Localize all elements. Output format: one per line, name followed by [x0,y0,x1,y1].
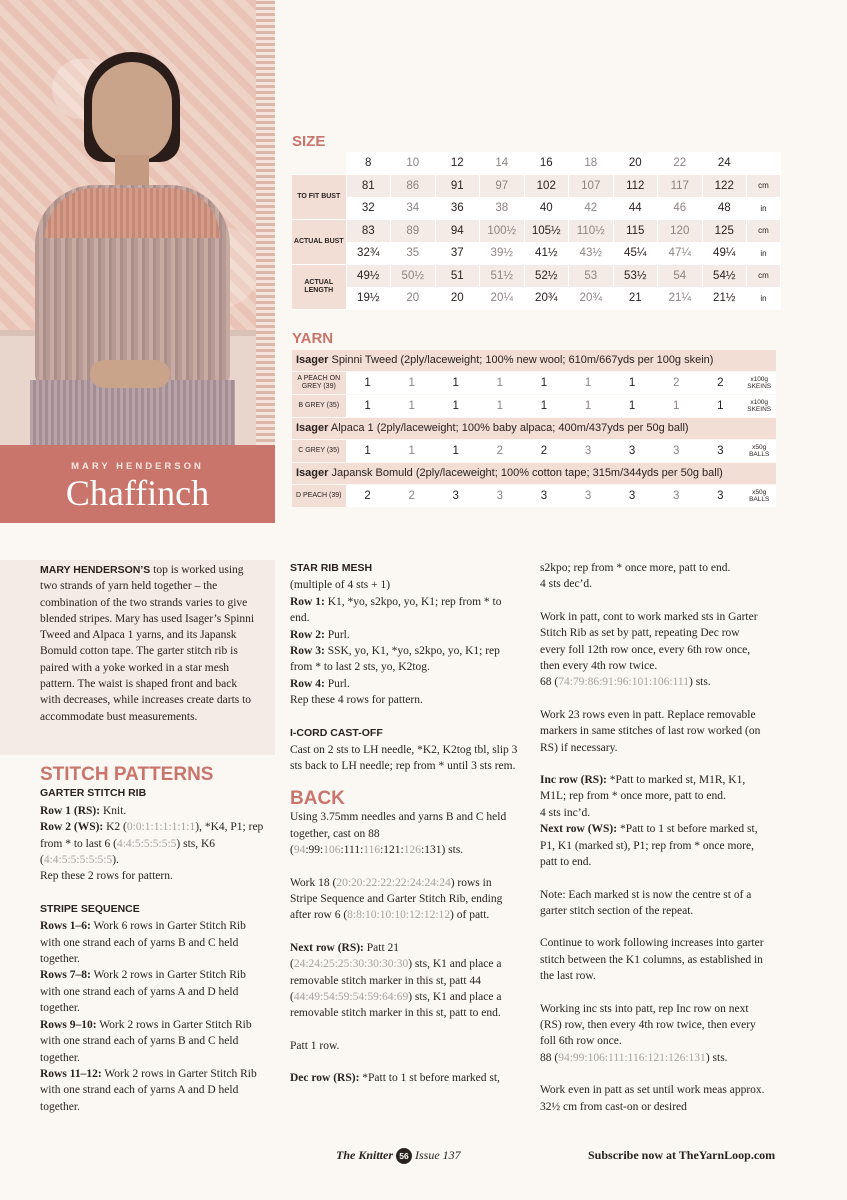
next-row-c: ) sts, K1 and place a removable stitch marker in this st, patt 44 ( [290,958,502,1003]
size-cell: 44 [613,197,658,220]
next-row-para [290,940,520,1022]
size-cell: 42 [569,197,614,220]
col3-p3: Work 23 rows even in patt. Replace removable markers in same stitches of last row worked (on RS) if necessary. [540,708,761,754]
next-row-d: 44:49:54:59:54:59:64:69 [293,990,409,1003]
yarn-qty: 1 [584,400,592,412]
star-multiple: (multiple of 4 sts + 1) [290,579,391,592]
size-row [292,152,781,175]
yarn-qty: 1 [408,445,415,457]
star-list [290,594,520,692]
intro-lead: MARY HENDERSON’S [40,564,151,576]
column-3 [540,560,768,1115]
yarn-qty: 1 [496,400,504,412]
title-block [0,445,275,523]
inc-count: 4 sts inc’d. [540,806,591,819]
icord-heading: I-CORD CAST-OFF [290,726,383,739]
size-cell: 115 [613,220,658,243]
star-row [290,676,520,692]
issue-number: Issue 137 [415,1148,461,1162]
pattern-title: Chaffinch [65,473,210,513]
size-cell: 54½ [702,265,747,288]
size-cell: 50½ [391,265,436,288]
back-p2-e: ) of patt. [450,909,490,922]
back-p1-e: :111: [340,844,364,857]
size-cell: 51½ [480,265,525,288]
yarn-shade-label: C GREY (35) [292,440,346,462]
size-cell: 102 [524,175,569,198]
star-rep: Rep these 4 rows for pattern. [290,694,423,707]
yarn-qty: 1 [628,377,636,389]
work-c: 94:99:106:111:116:121:126:131 [558,1051,706,1064]
page-number: 56 [396,1148,412,1164]
yarn-row [292,372,776,394]
size-cell: 40 [524,197,569,220]
garter-row-2-e: ) sts, K6 ( [40,837,216,867]
size-unit: in [747,242,781,265]
yarn-qty: 2 [496,445,504,457]
size-unit: in [747,287,781,310]
garter-row-2-label: Row 2 (WS): [40,821,104,834]
col3-p2-d: ) sts. [688,676,711,689]
size-cell: 52½ [524,265,569,288]
size-cell: 89 [391,220,436,243]
size-heading: SIZE [292,133,326,150]
yarn-row [292,485,776,507]
stripe-item-label: Rows 1–6: [40,920,91,933]
size-cell: 49¼ [702,242,747,265]
size-cell: 21½ [702,287,747,310]
yarn-qty: 2 [717,377,724,389]
back-para-2 [290,875,520,924]
next-row-a: Patt 21 ( [290,941,400,971]
yarn-unit: x100g SKEINS [747,376,772,390]
work-b: 88 ( [540,1051,559,1064]
yarn-row [292,440,776,462]
garter-row-2-b: 0:0:1:1:1:1:1:1 [126,821,196,834]
yarn-qty: 3 [628,445,636,457]
size-cell: 81 [346,175,391,198]
col3-p1b: 4 sts dec’d. [540,578,593,591]
back-p1-c: :99: [305,844,324,857]
yarn-brand: Isager [296,467,329,479]
size-cell: 53½ [613,265,658,288]
yarn-qty: 3 [673,445,680,457]
size-row [292,220,781,243]
back-p1-d: 106 [323,844,341,857]
next-row-label: Next row (RS): [290,941,364,954]
garter-row-1-text: Knit. [100,804,127,817]
continue-para: Continue to work following increases into garter stitch between the K1 columns, as established in the last row. [540,937,764,983]
size-cell: 100½ [480,220,525,243]
size-unit: cm [747,175,781,198]
size-cell: 36 [435,197,480,220]
size-cell: 20 [613,152,658,175]
yarn-qty: 1 [540,400,548,412]
intro-text: top is worked using two strands of yarn held together – the combination of the two strands varies to give blended stripes. Mary has used Isager’s Spinni Tweed and Alpaca 1 yarns, and its Japansk Bomuld cotton tape. The garter stitch rib is paired with a yoke worked in a star mesh pattern. The waist is shaped front and back with decreases, while increases create darts to accommodate bust measurements. [40,564,255,723]
yarn-brand: Isager [296,354,329,366]
size-cell: 94 [435,220,480,243]
garter-row-1-label: Row 1 (RS): [40,804,101,817]
col3-p2 [540,609,768,691]
back-p1-a: Using 3.75mm needles and yarns B and C held together, cast on 88 ( [290,811,507,857]
yarn-shade-label: D PEACH (39) [292,485,346,507]
yarn-qty: 3 [673,490,680,502]
size-cell: 12 [435,152,480,175]
size-cell: 24 [702,152,747,175]
size-cell: 20 [391,287,436,310]
star-row [290,594,520,627]
size-unit: in [747,197,781,220]
back-heading: BACK [290,787,345,809]
back-p1-g: :121: [380,844,404,857]
size-table [292,152,781,310]
next-row-e: ) sts, K1 and place a removable stitch marker in this st, patt to end. [290,990,502,1020]
back-p2-a: Work 18 ( [290,876,337,889]
size-row [292,265,781,288]
stitch-patterns-heading: STITCH PATTERNS [40,764,214,785]
yarn-qty: 3 [628,490,636,502]
size-row [292,175,781,198]
size-cell: 107 [569,175,614,198]
yarn-qty: 2 [673,377,680,389]
size-cell: 21 [613,287,658,310]
column-2 [290,560,520,1087]
skirt [30,380,235,445]
size-row [292,197,781,220]
size-cell: 117 [658,175,703,198]
size-cell: 10 [391,152,436,175]
yarn-unit: x50g BALLS [749,444,770,458]
star-row-label: Row 3: [290,645,325,658]
work-d: ) sts. [705,1051,728,1064]
stripe-item [40,918,268,967]
work-a: Working inc sts into patt, rep Inc row on next (RS) row, then every 4th row twice, then every foll 6th row once. [540,1002,756,1048]
stripe-item-text: Work 2 rows in Garter Stitch Rib with one strand each of yarns B and C held together. [40,1018,252,1064]
size-cell: 20 [435,287,480,310]
yarn-group-heading [292,350,776,371]
garter-row-2-c: ), *K4, P1; rep from * to last 6 ( [40,821,264,850]
working-inc-para [540,1001,768,1067]
yarn-qty: 1 [408,400,415,412]
size-cell: 8 [346,152,391,175]
yarn-qty: 1 [364,377,371,389]
garter-row-2 [40,819,268,868]
stripe-heading: STRIPE SEQUENCE [40,902,140,915]
yarn-unit: x50g BALLS [749,489,770,503]
yarn-description: Spinni Tweed (2ply/laceweight; 100% new wool; 610m/667yds per 100g skein) [328,354,714,366]
star-row-text: SSK, yo, K1, *yo, s2kpo, yo, K1; rep from * to last 2 sts, yo, K2tog. [290,645,500,674]
col3-p2-a: Work in patt, cont to work marked sts in Garter Stitch Rib as set by patt, repeating Dec row every foll 12th row once, every 6th row once, then every 4th row twice. [540,610,758,673]
size-cell: 125 [702,220,747,243]
footer-subscribe [588,1148,775,1163]
subscribe-text: Subscribe now at [588,1148,679,1162]
back-p1-f: 116 [363,844,381,857]
wallpaper-border [256,0,275,445]
size-cell: 39½ [480,242,525,265]
yarn-table [292,350,776,508]
yarn-qty: 1 [452,377,459,389]
yarn-group-heading [292,463,776,484]
star-row-label: Row 1: [290,595,325,608]
next-row-b: 24:24:25:25:30:30:30:30 [293,958,409,971]
stripe-item-text: Work 2 rows in Garter Stitch Rib with one strand each of yarns A and D held together. [40,969,246,1015]
yarn-qty: 1 [673,400,680,412]
garter-heading: GARTER STITCH RIB [40,787,147,800]
size-cell: 54 [658,265,703,288]
yarn-group-heading [292,418,776,439]
size-unit: cm [747,265,781,288]
stripe-item [40,967,268,1016]
stripe-list [40,918,268,1115]
size-cell: 49½ [346,265,391,288]
dec-row-label: Dec row (RS): [290,1072,360,1085]
yarn-heading: YARN [292,330,334,347]
size-cell: 41½ [524,242,569,265]
size-cell: 120 [658,220,703,243]
stripe-item-text: Work 6 rows in Garter Stitch Rib with one strand each of yarns B and C held together. [40,920,246,966]
size-cell: 19½ [346,287,391,310]
size-cell: 20¾ [524,287,569,310]
size-cell: 43½ [569,242,614,265]
yarn-qty: 3 [540,490,548,502]
size-cell: 22 [658,152,703,175]
size-cell: 91 [435,175,480,198]
yarn-description: Alpaca 1 (2ply/laceweight; 100% baby alpaca; 400m/437yds per 50g ball) [328,422,689,434]
size-cell: 45¼ [613,242,658,265]
size-cell: 34 [391,197,436,220]
star-row-label: Row 2: [290,628,325,641]
yarn-qty: 1 [584,377,592,389]
yarn-shade-label: B GREY (35) [292,395,346,417]
yarn-qty: 3 [717,445,724,457]
size-cell: 122 [702,175,747,198]
size-cell: 14 [480,152,525,175]
knitted-yoke [45,188,220,238]
next-ws-text: *Patt to 1 st before marked st, P1, K1 (marked st), P1; rep from * once more, patt to end. [540,823,758,869]
star-heading: STAR RIB MESH [290,562,373,574]
yarn-qty: 3 [717,490,724,502]
size-cell: 97 [480,175,525,198]
magazine-name: The Knitter [336,1148,394,1162]
patt-1-row: Patt 1 row. [290,1039,340,1052]
back-p2-d: 8:8:10:10:10:12:12:12 [347,909,451,922]
next-ws-row [540,821,768,870]
col3-p1: s2kpo; rep from * once more, patt to end. [540,562,731,574]
size-cell: 35 [391,242,436,265]
note: Note: Each marked st is now the centre st of a garter stitch section of the repeat. [540,888,752,917]
stripe-item-label: Rows 11–12: [40,1067,102,1080]
intro-box [0,560,275,755]
back-p2-b: 20:20:22:22:22:24:24:24 [336,876,451,889]
yarn-qty: 2 [540,445,548,457]
garter-row-1 [40,803,268,819]
star-row-text: Purl. [324,628,350,641]
yarn-qty: 1 [717,400,724,412]
size-cell: 21¼ [658,287,703,310]
col3-p2-c: 74:79:86:91:96:101:106:111 [558,676,689,689]
yarn-qty: 1 [364,400,371,412]
size-row-label: ACTUAL LENGTH [292,265,346,310]
site-link[interactable]: TheYarnLoop.com [678,1148,776,1162]
size-cell: 46 [658,197,703,220]
next-ws-label: Next row (WS): [540,823,618,836]
inc-row [540,772,768,805]
model-hands [90,360,170,388]
garter-row-2-g: ). [112,854,119,867]
designer-name: MARY HENDERSON [71,461,204,472]
yarn-qty: 1 [496,377,504,389]
yarn-row [292,395,776,417]
size-row-label: TO FIT BUST [292,175,346,220]
yarn-brand: Isager [296,422,329,434]
yarn-qty: 1 [628,400,636,412]
stripe-item-label: Rows 9–10: [40,1018,97,1031]
size-row [292,242,781,265]
size-cell: 32 [346,197,391,220]
yarn-qty: 1 [540,377,548,389]
inc-row-label: Inc row (RS): [540,774,607,787]
yarn-unit: x100g SKEINS [747,399,772,413]
size-cell: 20¼ [480,287,525,310]
size-cell: 48 [702,197,747,220]
icord-text: Cast on 2 sts to LH needle, *K2, K2tog tbl, slip 3 sts back to LH needle; rep from * until 3 sts rem. [290,744,518,773]
yarn-qty: 3 [452,490,459,502]
size-cell: 83 [346,220,391,243]
size-cell: 86 [391,175,436,198]
stripe-item [40,1017,268,1066]
yarn-qty: 1 [408,377,415,389]
yarn-qty: 1 [452,400,459,412]
stripe-item [40,1066,268,1115]
star-row-text: K1, *yo, s2kpo, yo, K1; rep from * to end. [290,595,502,625]
back-p2-c: ) rows in Stripe Sequence and Garter Stitch Rib, ending after row 6 ( [290,876,503,922]
garter-row-2-a: K2 ( [103,821,127,834]
size-cell: 105½ [524,220,569,243]
garter-row-2-d: 4:4:5:5:5:5:5 [116,837,177,850]
column-1 [40,764,268,1115]
size-row [292,287,781,310]
model-face [92,62,172,162]
yarn-qty: 3 [584,490,592,502]
back-p1-b: 94 [293,844,306,857]
garter-row-2-f: 4:4:5:5:5:5:5:5 [43,854,113,867]
size-row-label [292,152,346,175]
back-p1-h: 126 [403,844,421,857]
col3-p2-b: 68 ( [540,676,559,689]
size-cell: 51 [435,265,480,288]
yarn-qty: 3 [584,445,592,457]
size-row-label: ACTUAL BUST [292,220,346,265]
garter-rep: Rep these 2 rows for pattern. [40,870,173,883]
inc-row-text: *Patt to marked st, M1R, K1, M1L; rep from * once more, patt to end. [540,774,746,803]
size-unit: cm [747,220,781,243]
size-cell: 20¾ [569,287,614,310]
dec-row [290,1070,520,1086]
star-row [290,627,520,643]
yarn-description: Japansk Bomuld (2ply/laceweight; 100% cotton tape; 315m/344yds per 50g ball) [328,467,723,479]
size-cell: 47¼ [658,242,703,265]
size-cell: 110½ [569,220,614,243]
footer-magazine [336,1148,461,1164]
size-unit [747,152,781,175]
dec-row-text: *Patt to 1 st before marked st, [359,1072,500,1085]
yarn-shade-label: A PEACH ON GREY (39) [292,372,346,394]
yarn-qty: 1 [364,445,371,457]
size-cell: 18 [569,152,614,175]
yarn-qty: 1 [452,445,459,457]
size-cell: 38 [480,197,525,220]
size-cell: 112 [613,175,658,198]
yarn-qty: 3 [496,490,504,502]
final-para: Work even in patt as set until work meas approx. 32½ cm from cast-on or desired [540,1084,765,1113]
back-p1-i: :131) sts. [421,844,464,857]
back-para-1 [290,809,520,858]
star-row-text: Purl. [324,677,350,690]
size-cell: 32¾ [346,242,391,265]
size-cell: 53 [569,265,614,288]
stripe-item-text: Work 2 rows in Garter Stitch Rib with one strand each of yarns A and D held together. [40,1067,257,1113]
model-photo [0,0,275,445]
star-row-label: Row 4: [290,677,325,690]
stripe-item-label: Rows 7–8: [40,969,91,982]
size-cell: 37 [435,242,480,265]
yarn-qty: 2 [364,490,371,502]
size-cell: 16 [524,152,569,175]
star-row [290,643,520,676]
yarn-qty: 2 [408,490,415,502]
